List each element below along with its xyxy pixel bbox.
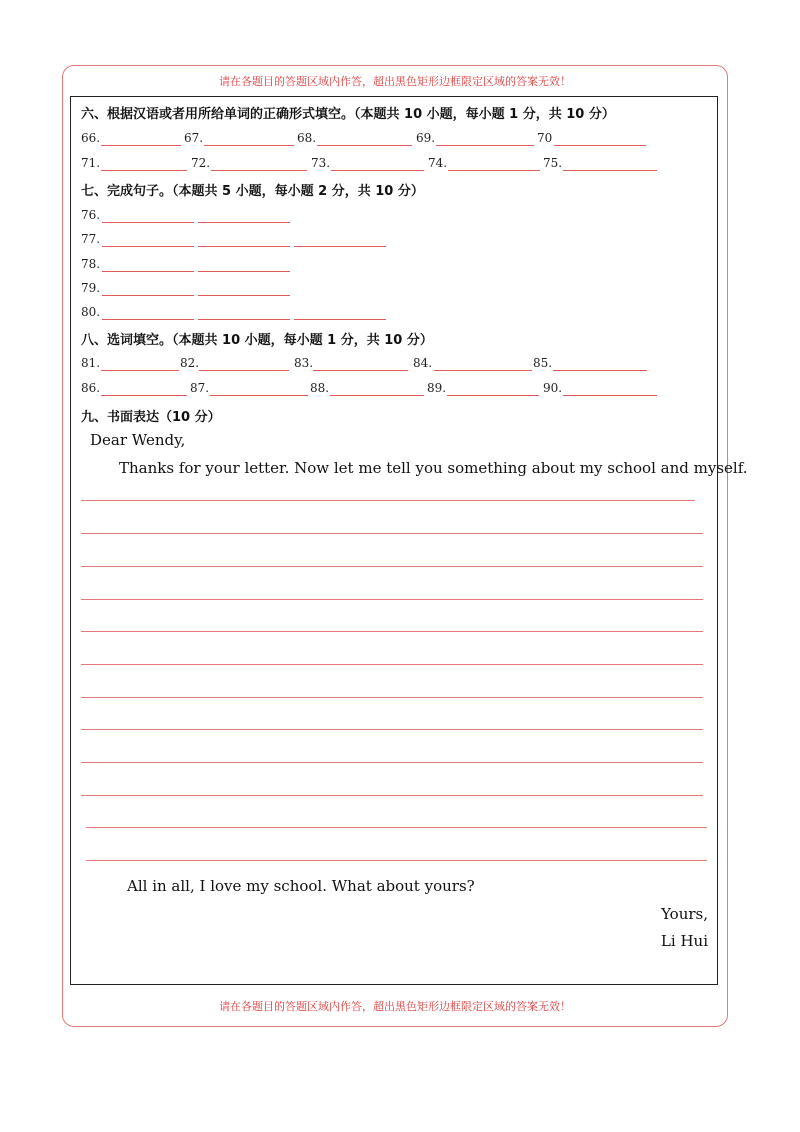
item-69-number: 69. bbox=[416, 131, 436, 145]
item-76-number: 76. bbox=[81, 208, 101, 222]
item-73-number: 73. bbox=[311, 156, 331, 170]
item-79-number: 79. bbox=[81, 281, 101, 295]
answer-area-border bbox=[70, 96, 718, 985]
writing-line-7[interactable] bbox=[81, 697, 703, 698]
item-89-number: 89. bbox=[427, 381, 447, 395]
notice-bottom: 请在各题目的答题区域内作答，超出黑色矩形边框限定区域的答案无效！ bbox=[219, 1000, 571, 1013]
item-72-number: 72. bbox=[191, 156, 211, 170]
item-74-number: 74. bbox=[428, 156, 448, 170]
writing-line-11[interactable] bbox=[86, 827, 707, 828]
item-71-number: 71. bbox=[81, 156, 101, 170]
answer-blank-77c[interactable] bbox=[294, 246, 386, 247]
writing-line-8[interactable] bbox=[81, 729, 703, 730]
notice-top: 请在各题目的答题区域内作答，超出黑色矩形边框限定区域的答案无效！ bbox=[219, 75, 571, 88]
answer-blank-72[interactable] bbox=[211, 170, 307, 171]
item-75-number: 75. bbox=[543, 156, 563, 170]
item-70-number: 70 bbox=[537, 131, 553, 145]
writing-line-10[interactable] bbox=[81, 795, 703, 796]
answer-blank-83[interactable] bbox=[313, 370, 408, 371]
writing-line-5[interactable] bbox=[81, 631, 703, 632]
answer-blank-87[interactable] bbox=[210, 395, 308, 396]
answer-blank-80c[interactable] bbox=[294, 319, 386, 320]
answer-blank-66[interactable] bbox=[101, 145, 181, 146]
writing-line-6[interactable] bbox=[81, 664, 703, 665]
writing-line-1[interactable] bbox=[81, 500, 695, 501]
item-83-number: 83. bbox=[294, 356, 314, 370]
item-85-number: 85. bbox=[533, 356, 553, 370]
answer-blank-74[interactable] bbox=[448, 170, 540, 171]
writing-line-9[interactable] bbox=[81, 762, 703, 763]
answer-blank-77b[interactable] bbox=[198, 246, 290, 247]
answer-blank-79a[interactable] bbox=[102, 295, 194, 296]
answer-blank-85[interactable] bbox=[553, 370, 647, 371]
answer-blank-76a[interactable] bbox=[102, 222, 194, 223]
item-88-number: 88. bbox=[310, 381, 330, 395]
section9-title: 九、书面表达（10 分） bbox=[81, 410, 221, 425]
answer-blank-76b[interactable] bbox=[198, 222, 290, 223]
answer-blank-69[interactable] bbox=[436, 145, 534, 146]
answer-blank-80a[interactable] bbox=[102, 319, 194, 320]
answer-blank-80b[interactable] bbox=[198, 319, 290, 320]
answer-blank-86[interactable] bbox=[101, 395, 187, 396]
item-87-number: 87. bbox=[190, 381, 210, 395]
item-81-number: 81. bbox=[81, 356, 101, 370]
item-82-number: 82. bbox=[180, 356, 200, 370]
item-84-number: 84. bbox=[413, 356, 433, 370]
letter-closing-sentence: All in all, I love my school. What about yours? bbox=[127, 877, 475, 895]
item-78-number: 78. bbox=[81, 257, 101, 271]
answer-blank-68[interactable] bbox=[317, 145, 412, 146]
answer-blank-73[interactable] bbox=[331, 170, 424, 171]
item-80-number: 80. bbox=[81, 305, 101, 319]
answer-blank-67[interactable] bbox=[204, 145, 294, 146]
writing-line-12[interactable] bbox=[86, 860, 707, 861]
item-86-number: 86. bbox=[81, 381, 101, 395]
letter-opening-sentence: Thanks for your letter. Now let me tell you something about my school and myself. bbox=[119, 459, 748, 477]
item-68-number: 68. bbox=[297, 131, 317, 145]
section8-title: 八、选词填空。（本题共 10 小题，每小题 1 分，共 10 分） bbox=[81, 333, 433, 348]
answer-blank-84[interactable] bbox=[434, 370, 532, 371]
letter-signature: Li Hui bbox=[660, 932, 708, 950]
answer-blank-75[interactable] bbox=[563, 170, 657, 171]
answer-blank-88[interactable] bbox=[330, 395, 424, 396]
writing-line-3[interactable] bbox=[81, 566, 703, 567]
answer-blank-71[interactable] bbox=[101, 170, 187, 171]
letter-signoff: Yours, bbox=[661, 905, 708, 923]
answer-blank-81[interactable] bbox=[101, 370, 179, 371]
answer-blank-78b[interactable] bbox=[198, 271, 290, 272]
writing-line-4[interactable] bbox=[81, 599, 703, 600]
item-67-number: 67. bbox=[184, 131, 204, 145]
answer-blank-90[interactable] bbox=[563, 395, 657, 396]
item-77-number: 77. bbox=[81, 232, 101, 246]
item-90-number: 90. bbox=[543, 381, 563, 395]
answer-blank-89[interactable] bbox=[447, 395, 539, 396]
answer-blank-77a[interactable] bbox=[102, 246, 194, 247]
item-66-number: 66. bbox=[81, 131, 101, 145]
section6-title: 六、根据汉语或者用所给单词的正确形式填空。（本题共 10 小题，每小题 1 分，共 10 分） bbox=[81, 107, 615, 122]
answer-blank-78a[interactable] bbox=[102, 271, 194, 272]
writing-line-2[interactable] bbox=[81, 533, 703, 534]
section7-title: 七、完成句子。（本题共 5 小题，每小题 2 分，共 10 分） bbox=[81, 184, 424, 199]
letter-greeting: Dear Wendy, bbox=[90, 431, 186, 449]
answer-blank-79b[interactable] bbox=[198, 295, 290, 296]
answer-blank-70[interactable] bbox=[554, 145, 646, 146]
answer-blank-82[interactable] bbox=[199, 370, 289, 371]
